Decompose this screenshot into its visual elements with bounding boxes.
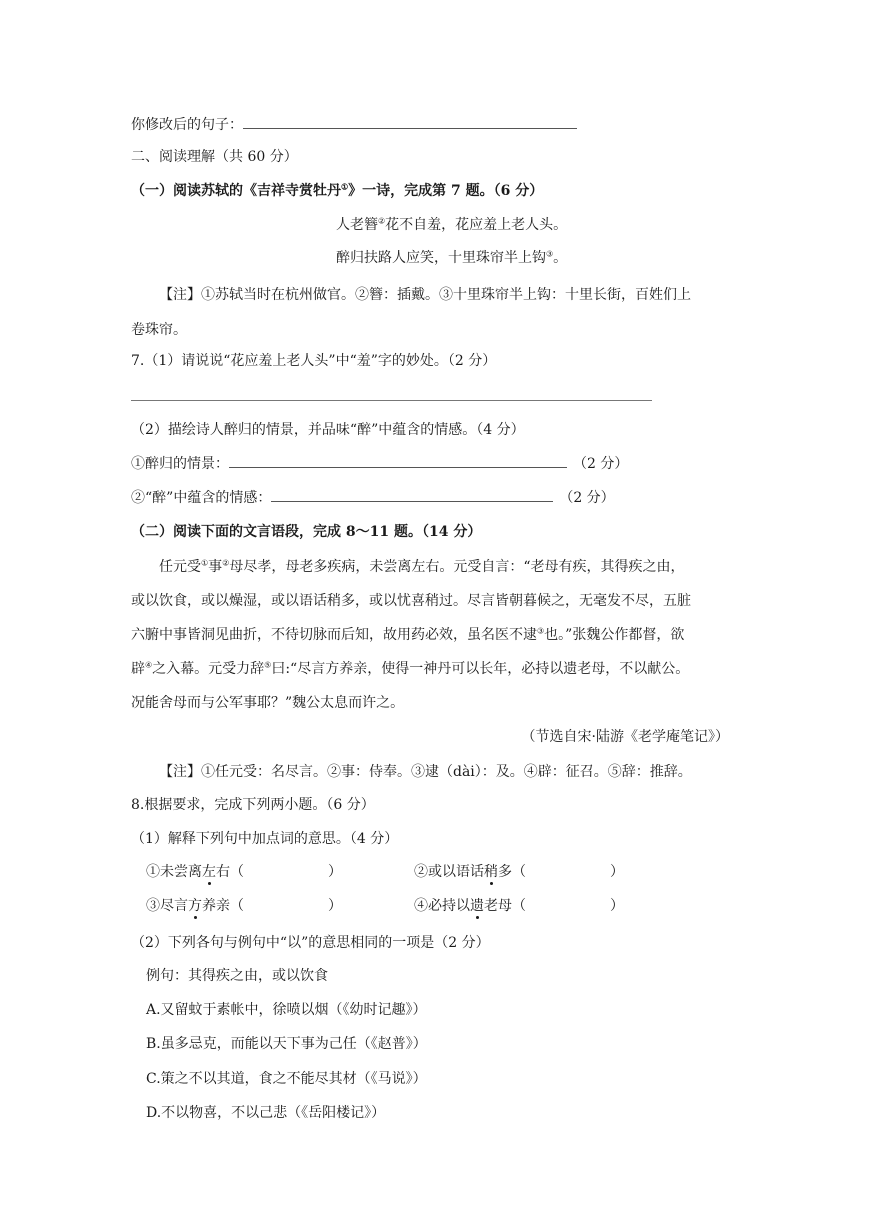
word-item-1-a: ①未尝离 [146,864,202,880]
poem-line-2-a: 醉归扶路人应笑，十里珠帘半上钩 [336,250,546,266]
part1-heading-footnote: ① [341,181,349,192]
part1-heading [131,181,543,201]
question-8-2: （2）下列各句与例句中“以”的意思相同的一项是（2 分） [131,935,490,951]
dotted-word-1: 左 [202,864,216,880]
question-7-2b-score: （2 分） [559,490,615,506]
revised-sentence-label: 你修改后的句子： [131,117,243,133]
word-item-3 [146,896,342,916]
dotted-word-4: 遗 [470,898,484,914]
poem-line-1-b: 花不自羞，花应羞上老人头。 [385,217,568,233]
question-7-2a-score: （2 分） [573,456,629,472]
passage-note: 【注】①任元受：名尽言。②事：侍奉。③逮（dài）：及。④辟：征召。⑤辞：推辞。 [159,764,692,780]
passage-line-1-c: 母尽孝，母老多疾病，未尝离左右。元受自言：“老母有疾，其得疾之由， [229,559,685,575]
question-7-2b [131,487,615,508]
question-8-1: （1）解释下列句中加点词的意思。（4 分） [131,831,399,847]
word-item-2-a: ②或以语话 [414,864,484,880]
passage-line-4-b: 之入幕。元受力辞 [152,661,265,677]
word-item-4-a: ④必持以 [414,898,470,914]
poem-footnote-3: ③ [546,249,554,259]
poem-line-1 [336,215,567,235]
word-item-3-b: 养亲（ [202,898,244,914]
word-item-1-b: 右（ [216,864,244,880]
part2-heading: （二）阅读下面的文言语段，完成 8～11 题。（14 分） [131,524,482,540]
question-7-2a-label: ①醉归的情景： [131,456,229,472]
revised-sentence-line [131,114,577,135]
word-item-4 [414,896,624,916]
poem-line-1-a: 人老簪 [336,217,378,233]
passage-line-3-a: 六腑中事皆洞见曲折，不待切脉而后知，故用药必效，虽名医不逮 [131,627,537,643]
option-c[interactable]: C.策之不以其道，食之不能尽其材（《马说》） [146,1071,427,1087]
word-item-4-b: 老母（ [484,898,526,914]
section-heading: 二、阅读理解（共 60 分） [131,149,298,165]
question-7-2: （2）描绘诗人醉归的情景，并品味“醉”中蕴含的情感。（4 分） [131,422,525,438]
word-item-3-a: ③尽言 [146,898,188,914]
passage-line-2: 或以饮食，或以燥湿，或以语话稍多，或以忧喜稍过。尽言皆朝暮候之，无毫发不尽，五脏 [131,593,691,609]
passage-footnote-5: ⑤ [264,660,272,670]
passage-line-3 [131,625,684,645]
dotted-word-3: 方 [188,898,202,914]
part1-heading-b: 》一诗，完成第 7 题。（6 分） [348,183,544,199]
answer-line-7-1[interactable] [131,400,652,401]
poem-footnote-2: ② [378,216,386,226]
dotted-word-2: 稍 [484,864,498,880]
answer-blank-7-2a[interactable] [229,453,567,468]
passage-source: （节选自宋·陆游《老学庵笔记》） [521,729,729,745]
word-item-4-close: ） [610,898,624,914]
poem-note-line-2: 卷珠帘。 [131,322,187,338]
passage-line-3-b: 也。”张魏公作都督，欲 [544,627,685,643]
poem-line-2-b: 。 [553,250,568,266]
passage-line-4-c: 曰:“尽言方养亲，使得一神丹可以长年，必持以遗老母，不以献公。 [271,661,690,677]
example-sentence: 例句：其得疾之由，或以饮食 [146,968,328,984]
passage-footnote-3: ③ [537,626,545,636]
poem-line-2 [336,248,567,268]
passage-footnote-1: ① [201,558,209,568]
passage-line-1 [159,557,685,577]
question-7-1: 7.（1）请说说“花应羞上老人头”中“羞”字的妙处。（2 分） [131,353,497,369]
answer-blank-7-2b[interactable] [271,487,553,502]
part1-heading-a: （一）阅读苏轼的《吉祥寺赏牡丹 [131,183,341,199]
question-7-2a [131,453,628,474]
passage-line-5: 况能舍母而与公军事耶？”魏公太息而许之。 [131,695,405,711]
question-8: 8.根据要求，完成下列两小题。（6 分） [131,797,375,813]
passage-footnote-4: ④ [145,660,153,670]
word-item-2 [414,862,624,882]
passage-line-1-b: 事 [208,559,223,575]
passage-line-1-a: 任元受 [159,559,201,575]
word-item-2-close: ） [610,864,624,880]
option-d[interactable]: D.不以物喜，不以己悲（《岳阳楼记》） [146,1105,386,1121]
passage-line-4 [131,659,689,679]
word-item-3-close: ） [328,898,342,914]
option-a[interactable]: A.又留蚊于素帐中，徐喷以烟（《幼时记趣》） [146,1002,427,1018]
option-b[interactable]: B.虽多忌克，而能以天下事为己任（《赵普》） [146,1036,427,1052]
word-item-2-b: 多（ [498,864,526,880]
revised-sentence-blank[interactable] [243,114,577,129]
passage-footnote-2: ② [222,558,230,568]
word-item-1 [146,862,342,882]
word-item-1-close: ） [328,864,342,880]
poem-note-line-1: 【注】①苏轼当时在杭州做官。②簪：插戴。③十里珠帘半上钩：十里长街，百姓们上 [159,287,691,303]
passage-line-4-a: 辟 [131,661,145,677]
question-7-2b-label: ②“醉”中蕴含的情感： [131,490,272,506]
